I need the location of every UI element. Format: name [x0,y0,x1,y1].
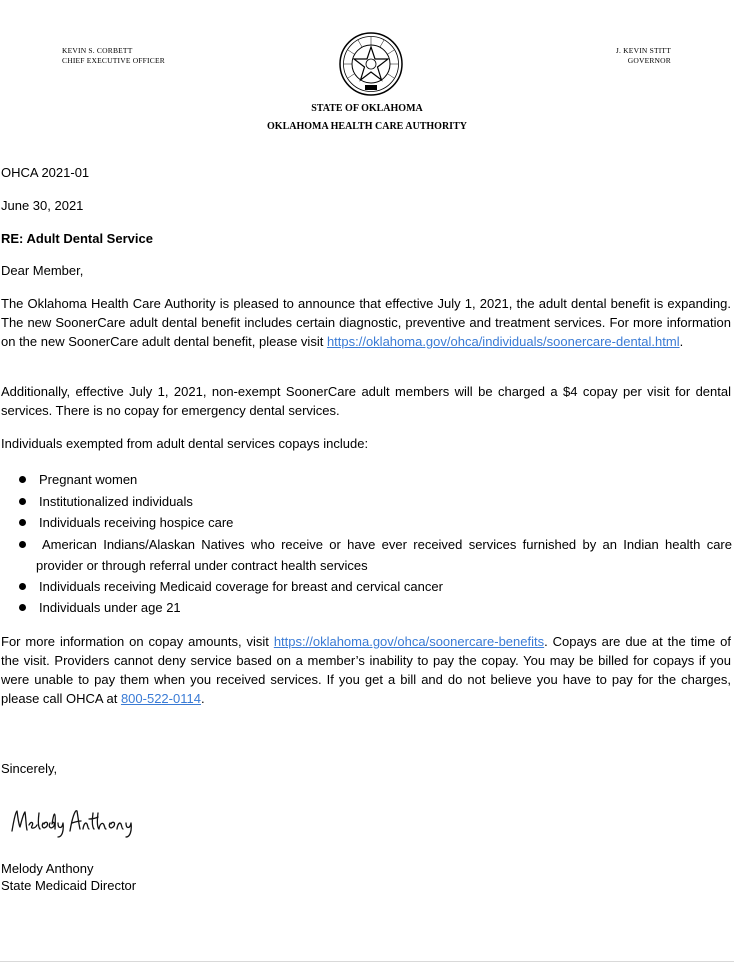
state-title: STATE OF OKLAHOMA [311,103,423,114]
salutation: Dear Member, [1,263,84,278]
list-item: Pregnant women [0,469,732,491]
bullet-icon [19,498,26,505]
exempt-list [0,469,732,619]
ceo-title: CHIEF EXECUTIVE OFFICER [62,56,165,65]
exempt-intro: Individuals exempted from adult dental services copays include: [1,436,369,451]
benefits-link[interactable]: https://oklahoma.gov/ohca/soonercare-benefits [273,634,545,649]
paragraph-end: . [679,334,684,349]
list-item: American Indians/Alaskan Natives who receive or have ever received services furnished by an Indian health care provider or through referral under contract health services [0,534,732,576]
bullet-icon [19,476,26,483]
signer-name: Melody Anthony [1,861,94,876]
governor-title: GOVERNOR [627,56,671,65]
paragraph-dental-benefit [1,294,731,351]
signer-title: State Medicaid Director [1,878,137,893]
page-bottom-border [0,961,734,962]
phone-link[interactable]: 800-522-0114 [120,691,201,706]
governor-block [616,46,671,66]
paragraph-text: The Oklahoma Health Care Authority is pleased to announce that effective July 1, 2021, the adult dental benefit is expanding. The new SoonerCare adult dental benefit includes certain diagnostic, preventive and treatment services. For more information on the new SoonerCare adult dental benefit, please visit [1,296,731,349]
list-item: Individuals receiving Medicaid coverage for breast and cervical cancer [0,576,732,598]
signature [8,801,138,841]
letter-date: June 30, 2021 [1,198,84,213]
subject-line: RE: Adult Dental Service [1,231,153,246]
list-item: Individuals under age 21 [0,597,732,619]
state-seal-icon [339,32,403,96]
list-item: Individuals receiving hospice care [0,512,732,534]
bullet-icon [19,541,26,548]
paragraph-copay: Additionally, effective July 1, 2021, non-exempt SoonerCare adult members will be charged a $4 copay per visit for dental services. There is no copay for emergency dental services. [1,384,731,418]
list-item: Institutionalized individuals [0,491,732,513]
reference-number: OHCA 2021-01 [1,165,90,180]
paragraph-more-info: For more information on copay amounts, visit https://oklahoma.gov/ohca/soonercare-benefits. Copays are due at the time of the visit. Providers cannot deny service based on a member’s inability to pay the copay. You may be billed for copays if you were unable to pay them when you received services. If you get a bill and do not believe you have to pay for the charges, please call OHCA at 800-522-0114. [1,634,731,706]
ceo-name: KEVIN S. CORBETT [62,46,133,55]
governor-name: J. KEVIN STITT [615,46,671,55]
agency-title: OKLAHOMA HEALTH CARE AUTHORITY [267,121,467,132]
closing: Sincerely, [1,761,58,776]
dental-benefit-link[interactable]: https://oklahoma.gov/ohca/individuals/soonercare-dental.html [326,334,680,349]
bullet-icon [19,583,26,590]
bullet-icon [19,604,26,611]
ceo-block [62,46,165,66]
bullet-icon [19,519,26,526]
